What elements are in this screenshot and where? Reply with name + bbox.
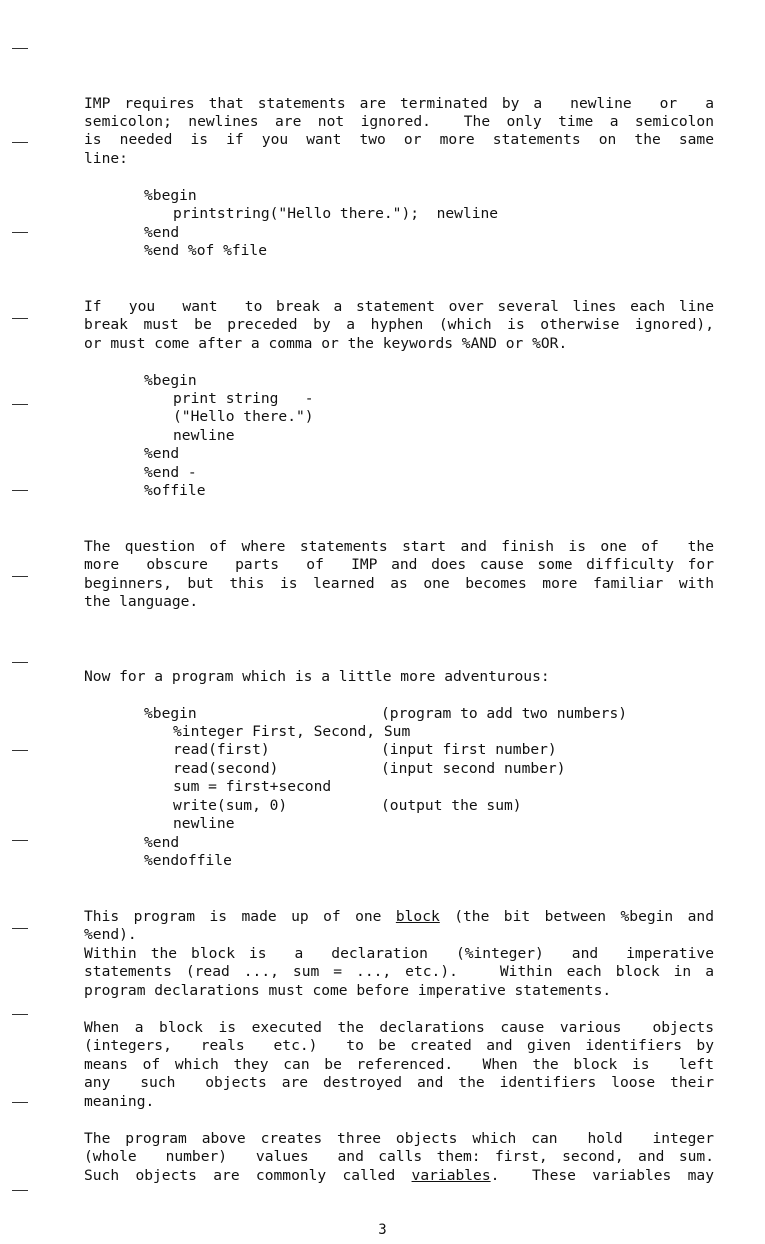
code-line: %begin <box>144 705 197 722</box>
margin-mark <box>12 318 28 319</box>
paragraph-text: . These variables may <box>490 1167 714 1184</box>
paragraph-line: break must be preceded by a hyphen (which is otherwise ignored), <box>84 316 714 333</box>
paragraph-line: If you want to break a statement over several lines each line <box>84 298 714 315</box>
code-comment: (input first number) <box>381 741 557 758</box>
paragraph-text: This program is made up of one <box>84 908 396 925</box>
paragraph-line: semicolon; newlines are not ignored. The only time a semicolon <box>84 113 714 130</box>
code-line: printstring("Hello there."); newline <box>173 205 499 222</box>
margin-mark <box>12 142 28 143</box>
page-number: 3 <box>378 1222 387 1238</box>
paragraph-line: meaning. <box>84 1093 155 1110</box>
paragraph-line: or must come after a comma or the keywords %AND or %OR. <box>84 335 568 352</box>
code-line: %end <box>144 224 180 241</box>
code-line: %endoffile <box>144 852 232 869</box>
code-line: %integer First, Second, Sum <box>173 723 411 740</box>
paragraph-line: the language. <box>84 593 199 610</box>
paragraph-line: means of which they can be referenced. When the block is left <box>84 1056 714 1073</box>
paragraph-line: statements (read ..., sum = ..., etc.). Within each block in a <box>84 963 714 980</box>
code-line: ("Hello there.") <box>173 408 314 425</box>
code-line: sum = first+second <box>173 778 332 795</box>
margin-mark <box>12 750 28 751</box>
paragraph-text: (the bit between %begin and <box>439 908 715 925</box>
term-block: block <box>395 908 440 925</box>
margin-mark <box>12 1014 28 1015</box>
margin-mark <box>12 662 28 663</box>
paragraph-line: line: <box>84 150 128 167</box>
term-variables: variables <box>411 1167 491 1184</box>
paragraph-line: any such objects are destroyed and the identifiers loose their <box>84 1074 714 1091</box>
paragraph-line: Within the block is a declaration (%integer) and imperative <box>84 945 714 962</box>
code-comment: (program to add two numbers) <box>381 705 628 722</box>
code-comment: (input second number) <box>381 760 566 777</box>
code-line: %end <box>144 445 180 462</box>
paragraph-line: (integers, reals etc.) to be created and given identifiers by <box>84 1037 714 1054</box>
paragraph-line: The program above creates three objects which can hold integer <box>84 1130 714 1147</box>
paragraph-line: IMP requires that statements are terminated by a newline or a <box>84 95 714 112</box>
code-line: newline <box>173 427 235 444</box>
margin-mark <box>12 1190 28 1191</box>
code-line: print string - <box>173 390 314 407</box>
paragraph-line: (whole number) values and calls them: first, second, and sum. <box>84 1148 714 1165</box>
paragraph-line: program declarations must come before imperative statements. <box>84 982 612 999</box>
paragraph-line <box>84 1167 714 1185</box>
margin-mark <box>12 928 28 929</box>
margin-mark <box>12 490 28 491</box>
paragraph-line: Now for a program which is a little more adventurous: <box>84 668 550 685</box>
code-comment: (output the sum) <box>381 797 522 814</box>
code-line: write(sum, 0) <box>173 797 288 814</box>
margin-mark <box>12 1102 28 1103</box>
code-line: %offile <box>144 482 206 499</box>
paragraph-line: The question of where statements start and finish is one of the <box>84 538 714 555</box>
code-line: %end %of %file <box>144 242 268 259</box>
paragraph-line: beginners, but this is learned as one becomes more familiar with <box>84 575 714 592</box>
code-line: %begin <box>144 372 197 389</box>
paragraph-text: Such objects are commonly called <box>84 1167 412 1184</box>
code-line: %begin <box>144 187 197 204</box>
margin-mark <box>12 576 28 577</box>
paragraph-line: is needed is if you want two or more statements on the same <box>84 131 714 148</box>
paragraph-line: more obscure parts of IMP and does cause some difficulty for <box>84 556 714 573</box>
code-line: newline <box>173 815 235 832</box>
code-line: read(second) <box>173 760 279 777</box>
margin-mark <box>12 840 28 841</box>
margin-mark <box>12 48 28 49</box>
paragraph-line <box>84 908 714 926</box>
margin-mark <box>12 232 28 233</box>
code-line: %end - <box>144 464 197 481</box>
margin-mark <box>12 404 28 405</box>
code-line: %end <box>144 834 180 851</box>
code-line: read(first) <box>173 741 270 758</box>
paragraph-line: When a block is executed the declarations cause various objects <box>84 1019 714 1036</box>
paragraph-line: %end). <box>84 926 137 943</box>
